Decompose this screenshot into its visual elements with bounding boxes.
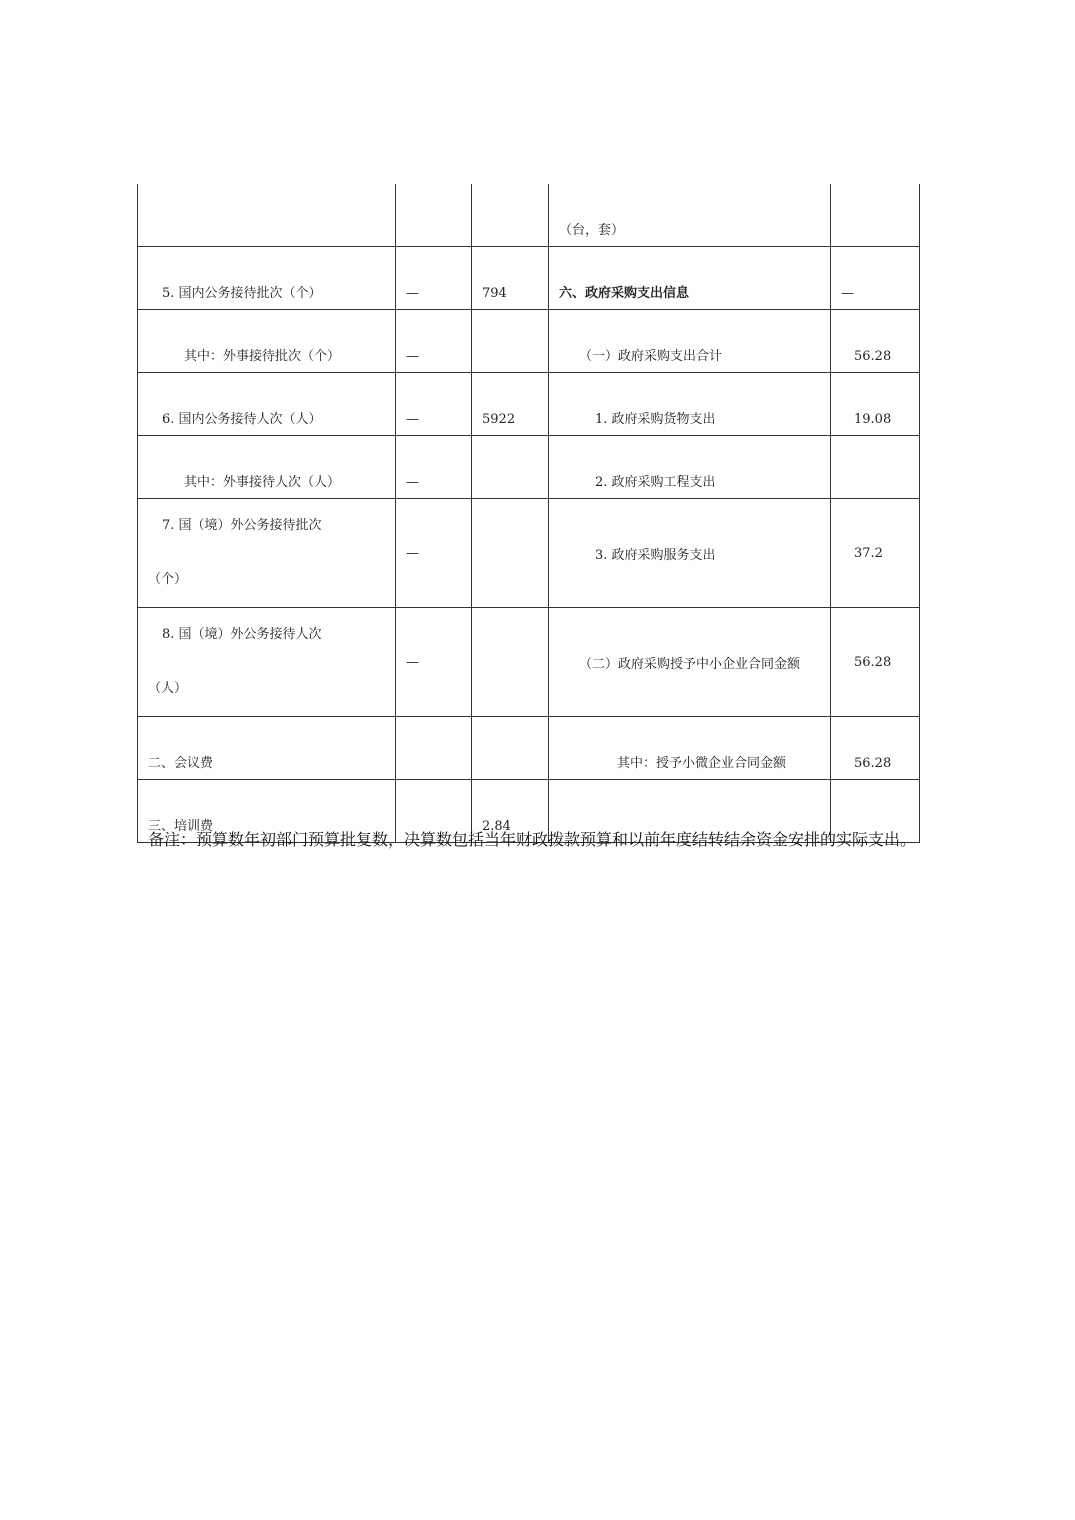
table-cell: 二、会议费 [138,717,396,780]
table-cell: — [396,373,472,436]
table-cell: 794 [472,247,549,310]
table-row [138,247,920,310]
table-cell: 其中：外事接待批次（个） [138,310,396,373]
table-cell: 56.28 [831,310,920,373]
table-cell: 6. 国内公务接待人次（人） [138,373,396,436]
table-row [138,499,920,608]
table-cell: 2. 政府采购工程支出 [549,436,831,499]
table-cell: （一）政府采购支出合计 [549,310,831,373]
table-row [138,310,920,373]
section-heading: 六、政府采购支出信息 [549,247,831,310]
cell-line: 7. 国（境）外公务接待批次 [162,518,322,533]
table-cell [396,184,472,247]
table-cell: — [396,310,472,373]
footnote: 备注：预算数年初部门预算批复数，决算数包括当年财政拨款预算和以前年度结转结余资金安排的实际支出。 [148,830,917,849]
table-cell: 19.08 [831,373,920,436]
table-cell: 56.28 [831,608,920,717]
table-cell: 三、培训费 [138,780,396,843]
table-cell: — [831,247,920,310]
table-cell [472,436,549,499]
table-cell [472,717,549,780]
table-row [138,373,920,436]
table-cell: （台，套） [549,184,831,247]
table-cell: — [396,499,472,608]
table-cell [831,436,920,499]
table-row [138,608,920,717]
table-row [138,184,920,247]
table-cell [472,310,549,373]
table-cell [138,608,396,717]
expenditure-table [137,184,920,843]
table-row [138,717,920,780]
table-cell [396,717,472,780]
table-cell: 2.84 [472,780,549,843]
cell-line: （人） [148,681,188,696]
cell-line: （个） [148,572,188,587]
table-cell: 1. 政府采购货物支出 [549,373,831,436]
table-cell [472,184,549,247]
table-cell: 其中：授予小微企业合同金额 [549,717,831,780]
table-cell: 56.28 [831,717,920,780]
table-cell: — [396,247,472,310]
table-cell [472,499,549,608]
table-cell: 5922 [472,373,549,436]
table-cell: 其中：外事接待人次（人） [138,436,396,499]
table-cell: — [396,436,472,499]
cell-line: 8. 国（境）外公务接待人次 [162,627,322,642]
table-cell [831,184,920,247]
table-cell: 3. 政府采购服务支出 [549,499,831,608]
table-cell: 5. 国内公务接待批次（个） [138,247,396,310]
table-cell: 37.2 [831,499,920,608]
table-cell [138,499,396,608]
table-cell: — [396,608,472,717]
table-cell: （二）政府采购授予中小企业合同金额 [549,608,831,717]
table-cell [472,608,549,717]
table-row [138,436,920,499]
table-cell [138,184,396,247]
